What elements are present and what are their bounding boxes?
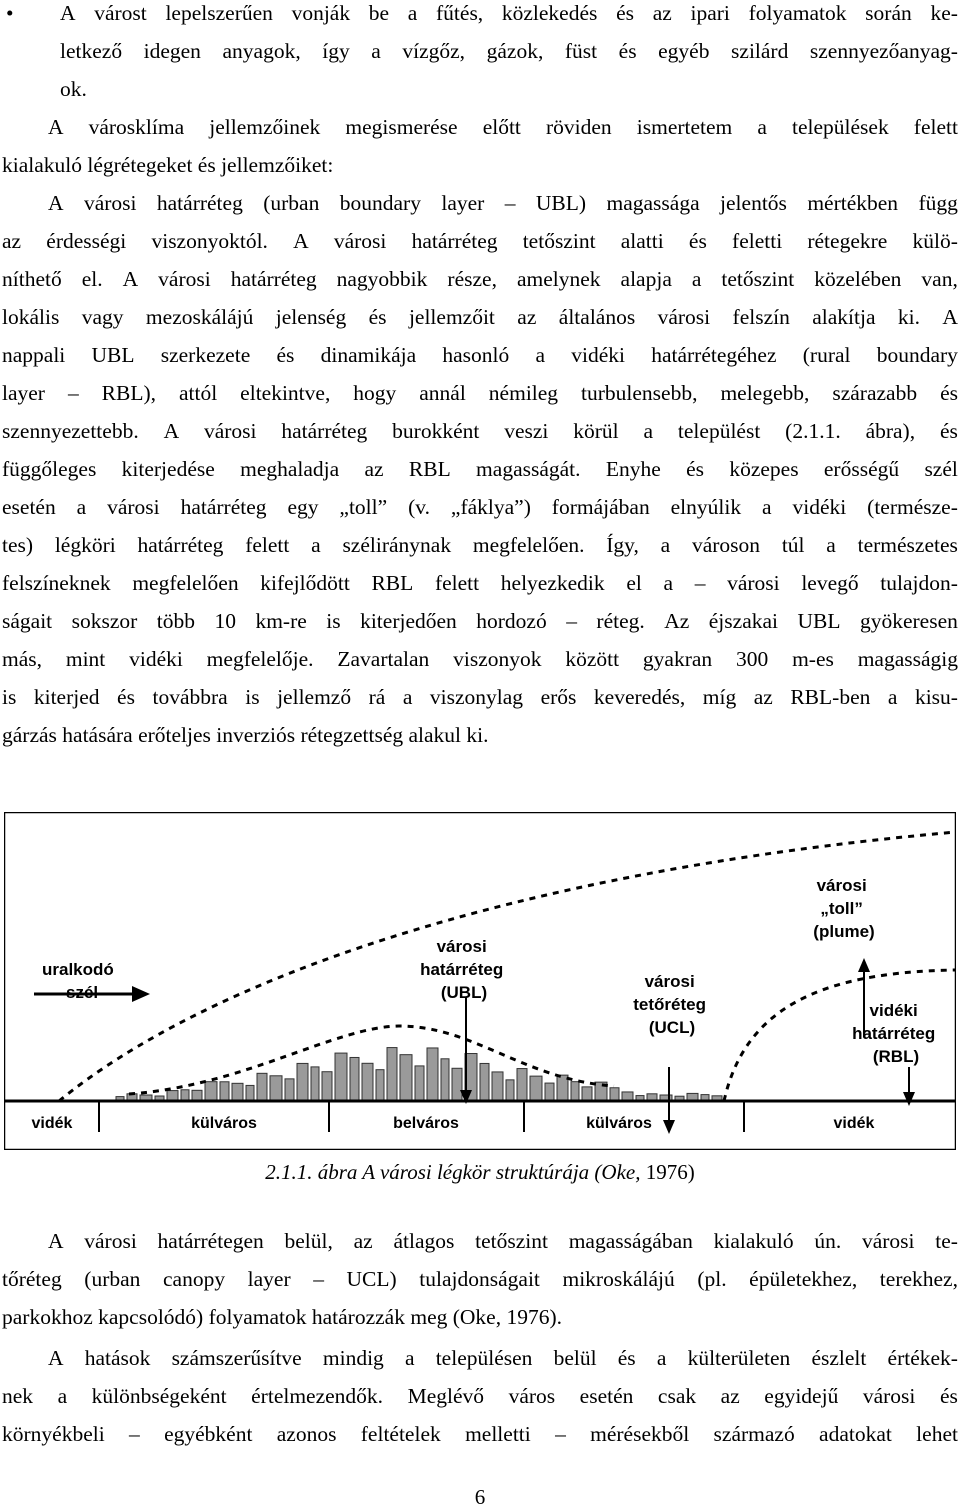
caption-year: 1976) bbox=[645, 1160, 695, 1184]
top-paragraph-line: ok. bbox=[60, 77, 87, 101]
building bbox=[350, 1057, 359, 1101]
top-paragraph-line: A városi határréteg (urban boundary layer – UBL) magassága jelentős mértékben függ bbox=[48, 191, 958, 215]
top-paragraph-line: tes) légköri határréteg felett a széliránynak megfelelően. Így, a városon túl a természetes bbox=[2, 533, 958, 557]
building bbox=[192, 1090, 202, 1101]
top-paragraph-line: is kiterjed és továbbra is jellemző rá a viszonylag erős keveredés, míg az RBL-ben a kisu- bbox=[2, 685, 958, 709]
building bbox=[582, 1087, 592, 1101]
top-paragraph-line: szennyezettebb. A városi határréteg burokként veszi körül a települést (2.1.1. ábra), és bbox=[2, 419, 958, 443]
building bbox=[517, 1069, 527, 1101]
building bbox=[427, 1048, 438, 1101]
top-paragraph-line: A városklíma jellemzőinek megismerése előtt röviden ismertetem a települések felett bbox=[48, 115, 958, 139]
building bbox=[362, 1063, 373, 1101]
building bbox=[181, 1090, 189, 1101]
top-paragraph-line: nappali UBL szerkezete és dinamikája hasonló a vidéki határrétegéhez (rural boundary bbox=[2, 343, 958, 367]
ubl-label: városi határréteg (UBL) bbox=[420, 937, 504, 1002]
ucl-label: városi tetőréteg (UCL) bbox=[633, 972, 706, 1037]
building bbox=[400, 1055, 412, 1101]
building bbox=[545, 1083, 554, 1101]
top-paragraph-line: layer – RBL), attól eltekintve, hogy annál némileg turbulensebb, melegebb, szárazabb és bbox=[2, 381, 958, 405]
building bbox=[232, 1083, 243, 1101]
wind-arrow-head bbox=[132, 986, 150, 1002]
top-paragraph-line: • A várost lepelszerűen vonják be a fűtés, közlekedés és az ipari folyamatok során ke- bbox=[6, 1, 958, 25]
building bbox=[322, 1072, 332, 1101]
building bbox=[285, 1079, 294, 1101]
rbl-label: vidéki határréteg (RBL) bbox=[852, 1001, 936, 1066]
top-paragraph-line: felszíneknek megfelelően kifejlődött RBL felett helyezkedik el a – városi levegő tulajdon- bbox=[2, 571, 958, 595]
top-paragraph-line: lokális vagy mezoskálájú jelenség és jellemzőit az általános városi felszín alakítja ki. A bbox=[2, 305, 958, 329]
zone-label-suburb-right: külváros bbox=[586, 1115, 652, 1132]
building bbox=[480, 1063, 489, 1101]
buildings bbox=[116, 1048, 722, 1101]
top-paragraph-line: níthető el. A városi határréteg nagyobbik része, amelynek alapja a tetőszint közelében van, bbox=[2, 267, 958, 291]
zone-label-rural-left: vidék bbox=[31, 1115, 73, 1132]
building bbox=[506, 1080, 514, 1101]
plume-label: városi „toll” (plume) bbox=[813, 876, 875, 941]
building bbox=[530, 1076, 542, 1101]
urban-atmosphere-figure bbox=[4, 812, 956, 1150]
caption-text: ábra A városi légkör struktúrája (Oke, bbox=[312, 1160, 646, 1184]
building bbox=[311, 1067, 319, 1101]
bottom-paragraph-line: nek a különbségeként értelmezendők. Meglévő város esetén csak az egyidejű városi és bbox=[2, 1384, 958, 1408]
top-paragraph-line: ságait sokszor több 10 km-re is kiterjedően hordozó – réteg. Az éjszakai UBL gyökeresen bbox=[2, 609, 958, 633]
bullet-icon: • bbox=[6, 1, 14, 25]
building bbox=[610, 1088, 619, 1101]
page-number: 6 bbox=[474, 1485, 486, 1509]
building bbox=[452, 1068, 462, 1101]
building bbox=[167, 1091, 178, 1101]
building bbox=[441, 1059, 449, 1101]
building bbox=[415, 1066, 424, 1101]
building bbox=[492, 1072, 503, 1101]
top-paragraph-line: az érdességi viszonyoktól. A városi határréteg tetőszint alatti és feletti rétegekre külö- bbox=[2, 229, 958, 253]
building bbox=[220, 1082, 229, 1101]
building bbox=[376, 1070, 384, 1101]
bottom-paragraph-line: A hatások számszerűsítve mindig a településen belül és a külterületen észlelt értékek- bbox=[48, 1346, 958, 1370]
bottom-paragraph-line: környékbeli – egyébként azonos feltételek melletti – mérésekből származó adatokat lehet bbox=[2, 1422, 958, 1446]
bottom-paragraph-line: parkokhoz kapcsolódó) folyamatok határozzák meg (Oke, 1976). bbox=[2, 1305, 562, 1329]
building bbox=[297, 1063, 308, 1101]
zone-label-downtown: belváros bbox=[393, 1115, 459, 1132]
zone-label-suburb-left: külváros bbox=[191, 1115, 257, 1132]
top-paragraph-line: gárzás hatására erőteljes inverziós rétegzettség alakul ki. bbox=[2, 723, 489, 747]
top-paragraph-line: kialakuló légrétegeket és jellemzőiket: bbox=[2, 153, 334, 177]
top-paragraph-line: más, mint vidéki megfelelője. Zavartalan viszonyok között gyakran 300 m-es magasságig bbox=[2, 647, 958, 671]
building bbox=[335, 1053, 347, 1101]
top-paragraph-line: függőleges kiterjedése meghaladja az RBL magasságát. Enyhe és közepes erősségű szél bbox=[2, 457, 958, 481]
bottom-paragraph-line: tőréteg (urban canopy layer – UCL) tulajdonságait mikroskálájú (pl. épületekhez, terekhez, bbox=[2, 1267, 958, 1291]
zone-label-rural-right: vidék bbox=[833, 1115, 875, 1132]
bottom-paragraph-line: A városi határrétegen belül, az átlagos tetőszint magasságában kialakuló ún. városi te- bbox=[48, 1229, 958, 1253]
building bbox=[205, 1082, 217, 1101]
building bbox=[387, 1048, 397, 1101]
top-paragraph-line: esetén a városi határréteg egy „toll” (v. „fáklya”) formájában elnyúlik a vidéki (természe- bbox=[2, 495, 958, 519]
wind-label: uralkodó szél bbox=[42, 960, 114, 1002]
building bbox=[571, 1082, 579, 1101]
figure-caption bbox=[0, 1160, 960, 1185]
caption-number: 2.1.1. bbox=[265, 1160, 313, 1184]
building bbox=[257, 1073, 267, 1101]
building bbox=[270, 1076, 282, 1101]
building bbox=[246, 1085, 254, 1101]
top-paragraph-line: letkező idegen anyagok, így a vízgőz, gázok, füst és egyéb szilárd szennyezőanyag- bbox=[60, 39, 958, 63]
